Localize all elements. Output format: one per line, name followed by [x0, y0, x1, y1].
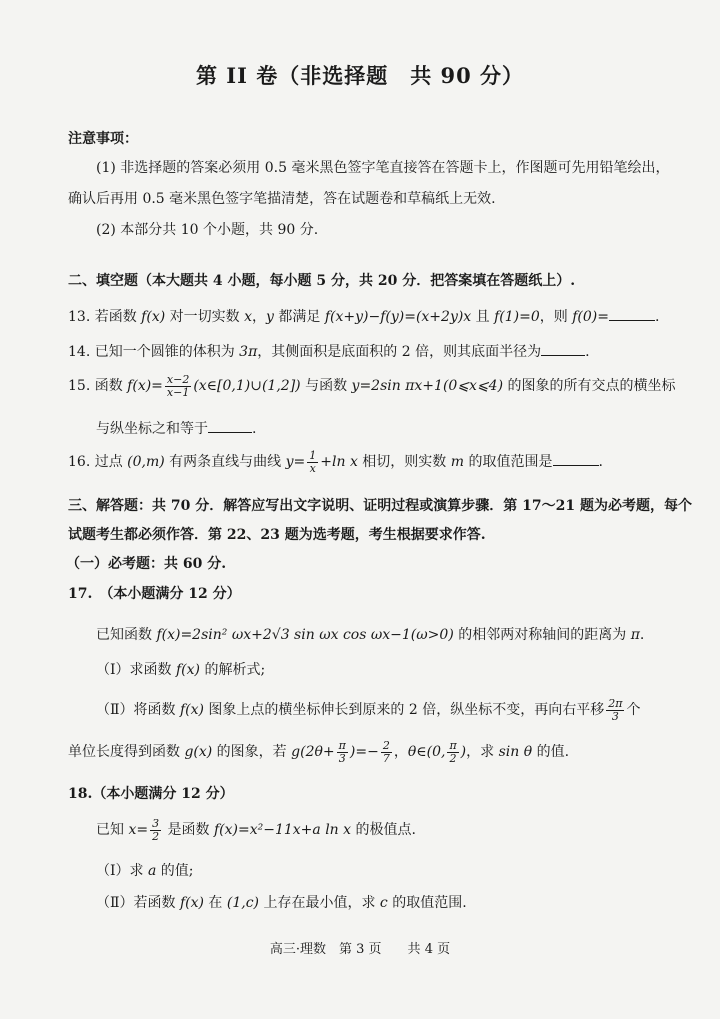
question-18-part-2: （Ⅱ）若函数 f(x) 在 (1,c) 上存在最小值，求 c 的取值范围.: [96, 895, 467, 911]
required-part-heading: （一）必考题：共 60 分.: [66, 556, 227, 572]
answer-blank: [553, 453, 599, 466]
page-footer: 高三·理数 第 3 页 共 4 页: [269, 942, 451, 957]
question-17-heading: 17. （本小题满分 12 分）: [68, 586, 241, 602]
fraction: $\frac{2\pi}{3}$: [608, 697, 623, 723]
question-15-line-2: 与纵坐标之和等于 .: [96, 421, 257, 437]
answer-blank: [609, 308, 655, 321]
question-18-part-1: （Ⅰ）求 a 的值;: [96, 863, 194, 879]
notice-item-2: (2) 本部分共 10 个小题，共 90 分.: [96, 222, 319, 238]
question-18-heading: 18.（本小题满分 12 分）: [68, 786, 234, 802]
fraction: $\frac{1}{x}$: [309, 449, 317, 475]
notice-item-1-line-1: (1) 非选择题的答案必须用 0.5 毫米黑色签字笔直接答在答题卡上，作图题可先用铅笔绘出，: [96, 160, 670, 176]
fraction: $\frac{\pi}{3}$: [338, 739, 346, 765]
question-18-stem: 已知 x= $\frac{3}{2}$ 是函数 f(x)=x²−11x+a ln x 的极值点.: [96, 817, 416, 843]
fraction: $\frac{2}{7}$: [382, 739, 390, 765]
notice-heading: 注意事项：: [68, 131, 138, 147]
fraction: $\frac{x-2}{x-1}$: [166, 373, 190, 399]
question-17-part-2-line-2: 单位长度得到函数 g(x) 的图象，若 g(2θ+ $\frac{\pi}{3}$ )=− $\frac{2}{7}$ ，θ∈(0, $\frac{\pi}{2}$ )，求 sin θ 的值.: [68, 739, 570, 765]
notice-item-1-line-2: 确认后再用 0.5 毫米黑色签字笔描清楚，答在试题卷和草稿纸上无效.: [68, 191, 496, 207]
question-13: 13. 若函数 f(x) 对一切实数 x，y 都满足 f(x+y)−f(y)=(x+2y)x 且 f(1)=0，则 f(0)= .: [68, 309, 660, 325]
question-17-part-1: （Ⅰ）求函数 f(x) 的解析式;: [96, 662, 266, 678]
fraction: $\frac{\pi}{2}$: [449, 739, 457, 765]
question-17-stem: 已知函数 f(x)=2sin² ωx+2√3 sin ωx cos ωx−1(ω>0) 的相邻两对称轴间的距离为 π.: [96, 627, 645, 643]
answer-blank: [208, 420, 252, 433]
question-16: 16. 过点 (0,m) 有两条直线与曲线 y= $\frac{1}{x}$ +ln x 相切，则实数 m 的取值范围是 .: [68, 449, 603, 475]
section-answer-heading-line-1: 三、解答题：共 70 分．解答应写出文字说明、证明过程或演算步骤．第 17～21 题为必考题，每个: [68, 498, 692, 514]
question-17-part-2: （Ⅱ）将函数 f(x) 图象上点的横坐标伸长到原来的 2 倍，纵坐标不变，再向右平移 $\frac{2\pi}{3}$ 个: [96, 697, 641, 723]
answer-blank: [541, 343, 585, 356]
section-fill-in-heading: 二、填空题（本大题共 4 小题，每小题 5 分，共 20 分．把答案填在答题纸上）.: [68, 273, 576, 289]
section-answer-heading-line-2: 试题考生都必须作答．第 22、23 题为选考题，考生根据要求作答.: [68, 527, 486, 543]
page-title: 第 II 卷（非选择题 共 90 分）: [195, 63, 525, 88]
fraction: $\frac{3}{2}$: [152, 817, 160, 843]
question-14: 14. 已知一个圆锥的体积为 3π，其侧面积是底面积的 2 倍，则其底面半径为 .: [68, 344, 590, 360]
question-15: 15. 函数 f(x)= $\frac{x-2}{x-1}$ (x∈[0,1)∪(1,2]) 与函数 y=2sin πx+1(0⩽x⩽4) 的图象的所有交点的横坐标: [68, 373, 676, 399]
